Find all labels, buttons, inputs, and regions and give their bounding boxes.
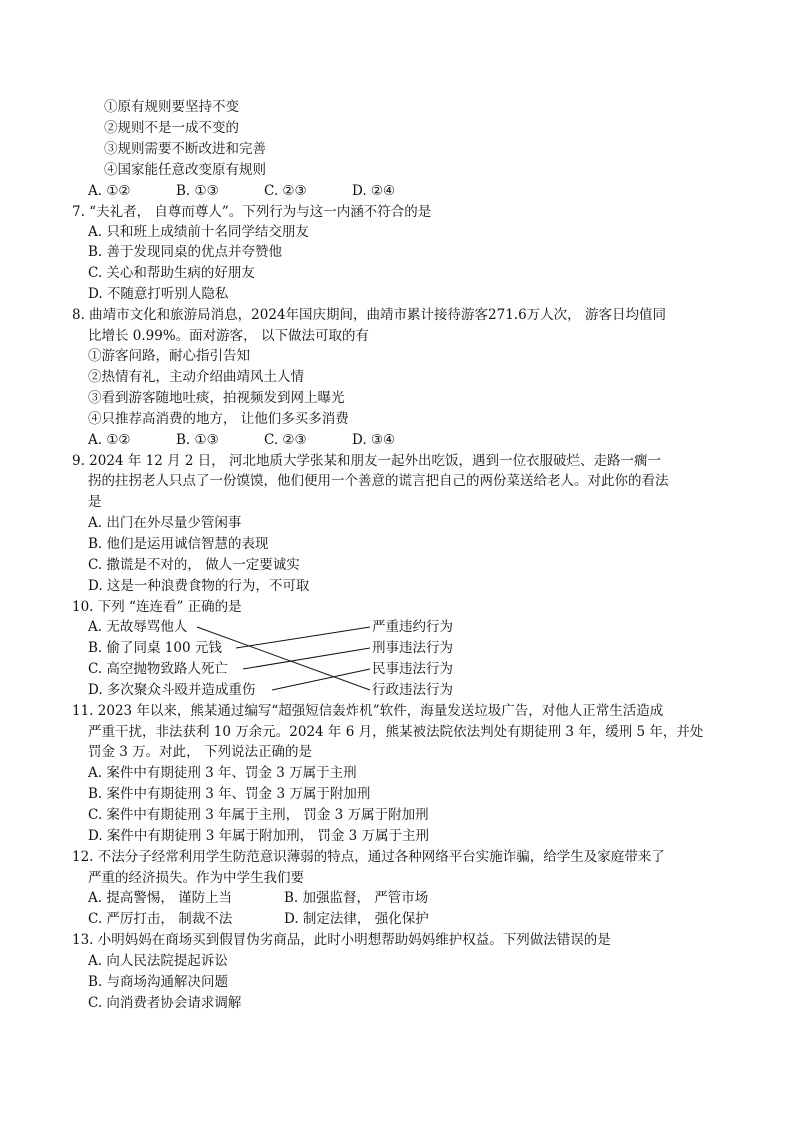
q6-option-d: D. ②④ (352, 183, 396, 199)
q7-option-c: C. 关心和帮助生病的好朋友 (88, 265, 255, 281)
q8-statement-3: ③看到游客随地吐痰，拍视频发到网上曝光 (88, 390, 345, 406)
q10-right-2: 刑事违法行为 (372, 640, 453, 656)
q9-stem-line-3: 是 (88, 494, 102, 510)
q9-option-b: B. 他们是运用诚信智慧的表现 (88, 536, 269, 552)
q7-option-a: A. 只和班上成绩前十名同学结交朋友 (88, 224, 309, 240)
q7-option-d: D. 不随意打听别人隐私 (88, 286, 229, 302)
q11-option-b: B. 案件中有期徒刑 3 年、罚金 3 万属于附加刑 (88, 786, 371, 802)
q10-left-a: A. 无故辱骂他人 (88, 619, 188, 635)
q11-option-d: D. 案件中有期徒刑 3 年属于附加刑， 罚金 3 万属于主刑 (88, 828, 430, 844)
q10-left-d: D. 多次聚众斗殴并造成重伤 (88, 682, 256, 698)
q6-statement-4: ④国家能任意改变原有规则 (104, 162, 266, 178)
q12-option-b: B. 加强监督， 严管市场 (284, 890, 429, 906)
q8-statement-1: ①游客问路，耐心指引告知 (88, 348, 250, 364)
q10-right-3: 民事违法行为 (372, 661, 453, 677)
q11-option-a: A. 案件中有期徒刑 3 年、罚金 3 万属于主刑 (88, 765, 357, 781)
q8-option-d: D. ③④ (352, 432, 396, 448)
q9-stem-line-1: 9. 2024 年 12 月 2 日， 河北地质大学张某和朋友一起外出吃饭，遇到一位衣服破烂、走路一瘸一 (72, 453, 662, 469)
q6-statement-3: ③规则需要不断改进和完善 (104, 141, 266, 157)
q13-option-a: A. 向人民法院提起诉讼 (88, 953, 228, 969)
q11-option-c: C. 案件中有期徒刑 3 年属于主刑， 罚金 3 万属于附加刑 (88, 807, 429, 823)
q6-option-c: C. ②③ (264, 183, 307, 199)
q13-option-b: B. 与商场沟通解决问题 (88, 974, 229, 990)
q8-statement-2: ②热情有礼，主动介绍曲靖风土人情 (88, 369, 304, 385)
q9-option-a: A. 出门在外尽量少管闲事 (88, 515, 242, 531)
q9-option-c: C. 撒谎是不对的， 做人一定要诚实 (88, 557, 300, 573)
q8-option-b: B. ①③ (176, 432, 219, 448)
q6-option-a: A. ①② (88, 183, 131, 199)
q6-option-b: B. ①③ (176, 183, 219, 199)
q13-stem: 13. 小明妈妈在商场买到假冒伪劣商品，此时小明想帮助妈妈维护权益。下列做法错误的是 (72, 932, 611, 948)
q10-line-b (236, 627, 370, 648)
q12-option-a: A. 提高警惕， 谨防上当 (88, 890, 233, 906)
q10-right-4: 行政违法行为 (372, 682, 453, 698)
q10-left-c: C. 高空抛物致路人死亡 (88, 661, 228, 677)
q8-stem-line-2: 比增长 0.99%。面对游客， 以下做法可取的有 (88, 328, 369, 344)
q10-stem: 10. 下列 “连连看” 正确的是 (72, 599, 242, 615)
q7-option-b: B. 善于发现同桌的优点并夸赞他 (88, 244, 283, 260)
q6-statement-1: ①原有规则要坚持不变 (104, 99, 239, 115)
q12-stem-line-2: 严重的经济损失。作为中学生我们要 (88, 870, 304, 886)
q7-stem: 7. “夫礼者， 自尊而尊人”。下列行为与这一内涵不符合的是 (72, 204, 432, 220)
q8-statement-4: ④只推荐高消费的地方， 让他们多买多消费 (88, 411, 349, 427)
q12-stem-line-1: 12. 不法分子经常利用学生防范意识薄弱的特点，通过各种网络平台实施诈骗，给学生及家庭带来了 (72, 849, 665, 865)
q8-option-c: C. ②③ (264, 432, 307, 448)
q12-option-d: D. 制定法律， 强化保护 (284, 911, 429, 927)
q9-option-d: D. 这是一种浪费食物的行为，不可取 (88, 578, 310, 594)
q9-stem-line-2: 拐的拄拐老人只点了一份馍馍，他们便用一个善意的谎言把自己的两份菜送给老人。对此你的看法 (88, 473, 669, 489)
q8-stem-line-1: 8. 曲靖市文化和旅游局消息，2024年国庆期间，曲靖市累计接待游客271.6万人次， 游客日均值同 (72, 307, 666, 323)
q10-left-b: B. 偷了同桌 100 元钱 (88, 640, 222, 656)
q13-option-c: C. 向消费者协会请求调解 (88, 995, 242, 1011)
q11-stem-line-2: 严重干扰，非法获利 10 万余元。2024 年 6 月，熊某被法院依法判处有期徒刑 3 年，缓刑 5 年，并处 (88, 724, 704, 740)
q11-stem-line-3: 罚金 3 万。对此， 下列说法正确的是 (88, 744, 312, 760)
q10-line-a (197, 627, 370, 690)
q11-stem-line-1: 11. 2023 年以来，熊某通过编写“超强短信轰炸机”软件，海量发送垃圾广告，对他人正常生活造成 (72, 703, 664, 719)
q10-right-1: 严重违约行为 (372, 619, 453, 635)
q12-option-c: C. 严厉打击， 制裁不法 (88, 911, 233, 927)
q6-statement-2: ②规则不是一成不变的 (104, 120, 239, 136)
q8-option-a: A. ①② (88, 432, 131, 448)
